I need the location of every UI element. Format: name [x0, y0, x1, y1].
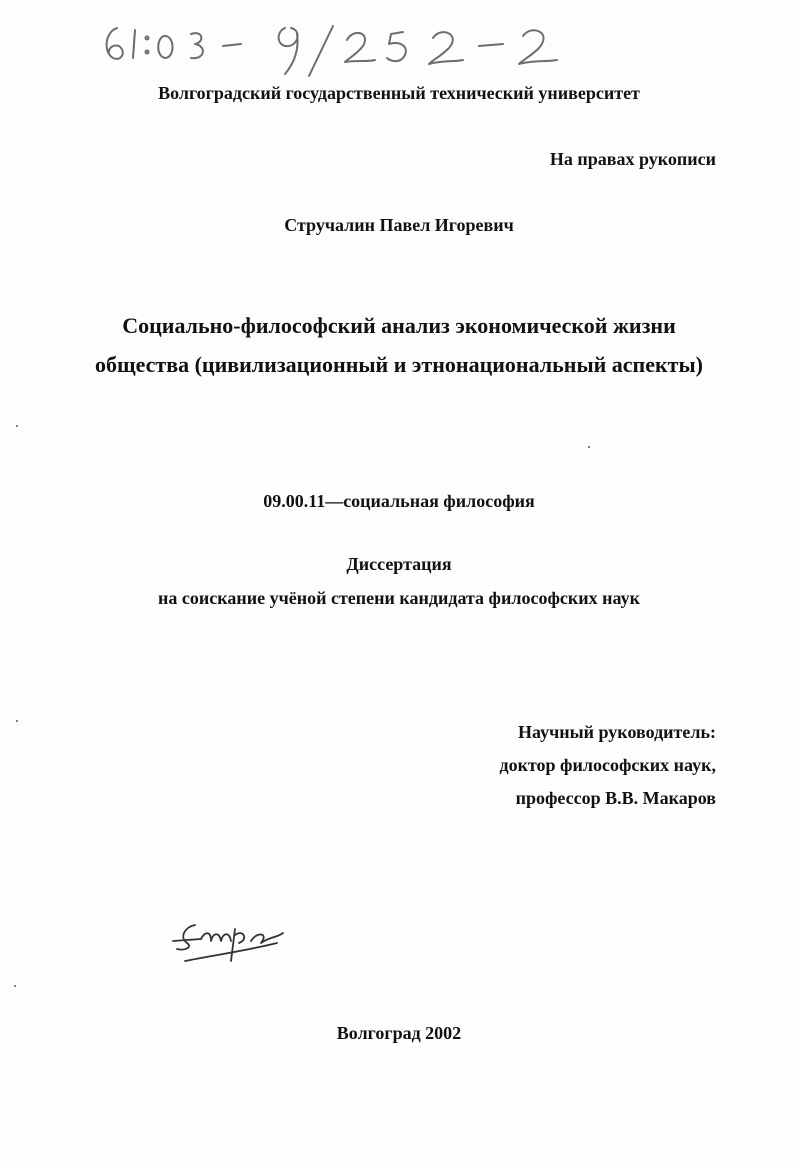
supervisor-name: профессор В.В. Макаров	[515, 788, 716, 808]
work-type: Диссертация	[346, 554, 452, 574]
scan-speck	[16, 720, 18, 722]
dissertation-title-line-2: общества (цивилизационный и этнонациональный аспекты)	[95, 352, 703, 377]
scan-speck	[14, 985, 16, 987]
author-signature	[165, 915, 290, 975]
handwritten-catalog-code	[95, 18, 575, 78]
scan-speck	[16, 425, 18, 427]
specialty-code: 09.00.11—социальная философия	[263, 491, 535, 511]
scan-speck	[588, 446, 590, 448]
degree-line: на соискание учёной степени кандидата философских наук	[158, 588, 640, 608]
dissertation-title-line-1: Социально-философский анализ экономической жизни	[122, 313, 676, 338]
author-name: Стручалин Павел Игоревич	[284, 215, 514, 235]
supervisor-degree: доктор философских наук,	[499, 755, 716, 775]
university-name: Волгоградский государственный технический университет	[158, 83, 640, 103]
city-and-year: Волгоград 2002	[336, 1023, 462, 1043]
supervisor-label: Научный руководитель:	[518, 722, 716, 742]
manuscript-rights-note: На правах рукописи	[549, 149, 716, 169]
